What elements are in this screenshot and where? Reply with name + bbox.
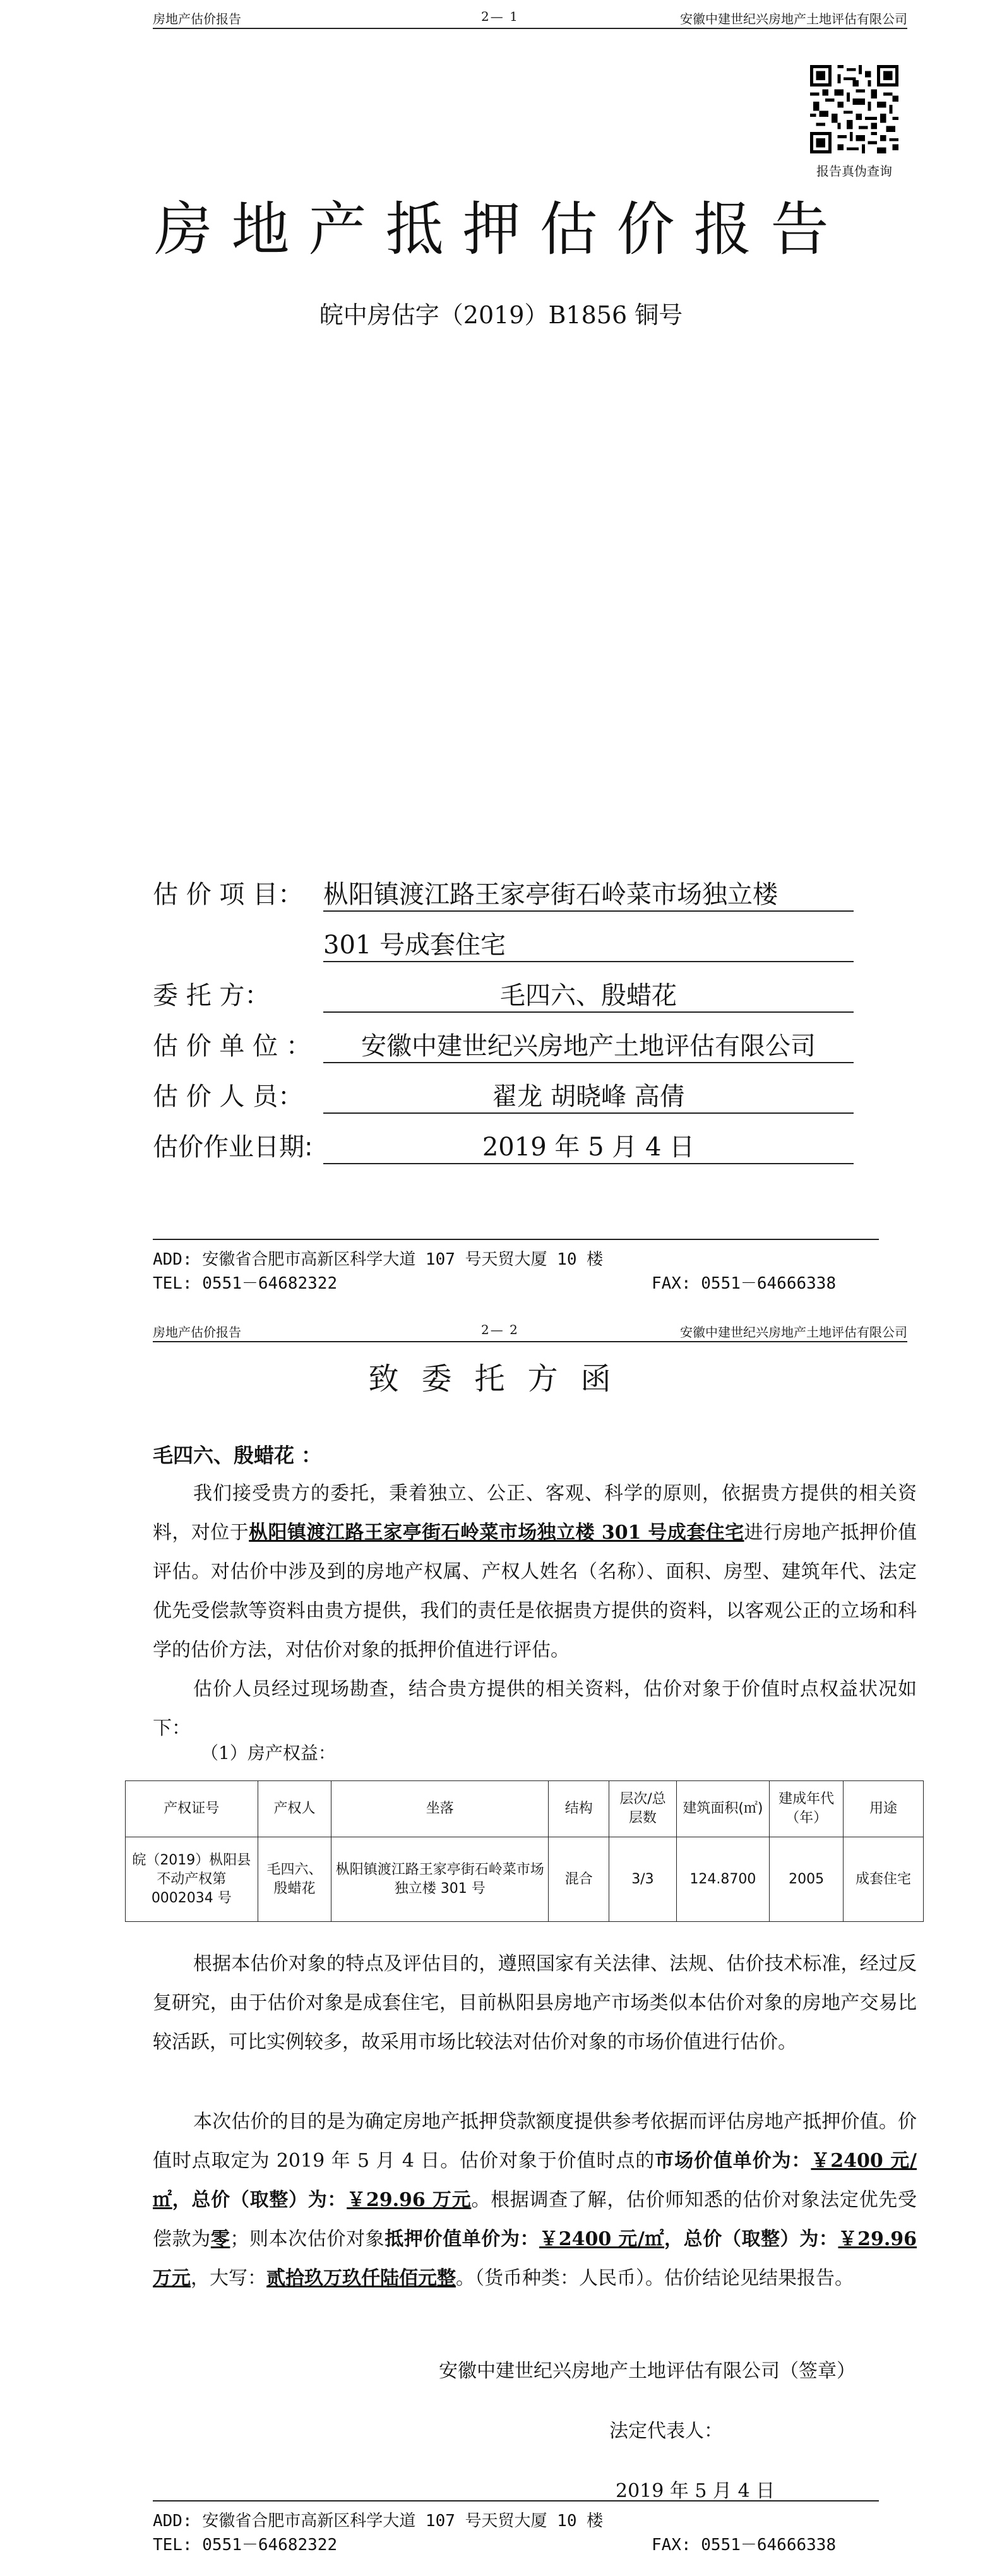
- text-bold: ，总价（取整）为：: [664, 2228, 838, 2250]
- text-run: ；则本次估价对象: [230, 2228, 385, 2250]
- text-run: 。（货币种类：人民币）。估价结论见结果报告。: [456, 2267, 854, 2289]
- field-value: 翟龙 胡晓峰 高倩: [323, 1076, 854, 1114]
- signature-representative: 法定代表人：: [609, 2420, 723, 2442]
- paragraph-2: 估价人员经过现场勘查，结合贵方提供的相关资料，估价对象于价值时点权益状况如下：: [153, 1678, 917, 1739]
- amount-in-words: 贰拾玖万玖仟陆佰元整: [266, 2267, 456, 2289]
- document-number: 皖中房估字（2019）B1856 铜号: [319, 301, 683, 329]
- table-cell: 124.8700: [676, 1837, 770, 1922]
- page-2: [0, 1313, 1002, 2576]
- footer-fax: FAX: 0551－64666338: [652, 2536, 837, 2555]
- field-label: 估 价 人 员：: [153, 1082, 304, 1111]
- footer-rule: [153, 1239, 879, 1240]
- paragraph-1: [153, 1474, 917, 1670]
- footer-tel: TEL: 0551－64682322: [153, 2536, 338, 2555]
- table-header: 层次/总层数: [609, 1781, 676, 1837]
- table-header: 用途: [843, 1781, 923, 1837]
- signature-date: 2019 年 5 月 4 日: [616, 2480, 775, 2502]
- subheading-rights: （1）房产权益：: [201, 1743, 336, 1763]
- table-header: 建成年代（年）: [770, 1781, 844, 1837]
- property-address: 枞阳镇渡江路王家亭街石岭菜市场独立楼 301 号成套住宅: [249, 1522, 744, 1544]
- footer-address: ADD: 安徽省合肥市高新区科学大道 107 号天贸大厦 10 楼: [153, 1250, 604, 1269]
- field-value: 安徽中建世纪兴房地产土地评估有限公司: [323, 1026, 854, 1063]
- footer-rule: [153, 2500, 879, 2501]
- header-right: 安徽中建世纪兴房地产土地评估有限公司: [680, 11, 907, 27]
- text-bold: 市场价值单价为：: [655, 2150, 811, 2172]
- report-title: 房地产抵押估价报告: [154, 196, 848, 263]
- letter-addressee: 毛四六、殷蜡花 ：: [153, 1443, 322, 1467]
- letter-title: 致委托方函: [368, 1361, 634, 1397]
- text-run: 。根据调查了解，估价师知悉的估价对象法定优先受偿款为: [153, 2189, 917, 2250]
- field-label: 委 托 方：: [153, 981, 270, 1010]
- table-cell: 2005: [770, 1837, 844, 1922]
- table-header: 产权证号: [126, 1781, 258, 1837]
- mortgage-unit-price: ￥2400 元/㎡: [539, 2228, 665, 2250]
- footer-fax: FAX: 0551－64666338: [652, 1274, 837, 1293]
- field-value-cont: 301 号成套住宅: [323, 925, 854, 962]
- table-cell: 皖（2019）枞阳县不动产权第 0002034 号: [126, 1837, 258, 1922]
- header-right: 安徽中建世纪兴房地产土地评估有限公司: [680, 1325, 907, 1340]
- paragraph-4: [153, 2102, 917, 2298]
- text-run: 本次估价的目的是为确定房地产抵押贷款额度提供参考依据而评估房地产抵押价值。价值时点取定为 2019 年 5 月 4 日。估价对象于价值时点的: [153, 2111, 917, 2172]
- table-cell: 成套住宅: [843, 1837, 923, 1922]
- mortgage-total-price: ￥29.96 万元: [153, 2228, 917, 2289]
- page-header: [153, 6, 907, 29]
- field-label: 估 价 项 目：: [153, 880, 304, 909]
- text-run: ，大写：: [191, 2267, 266, 2289]
- table-cell: 混合: [549, 1837, 609, 1922]
- qr-caption: 报告真伪查询: [816, 164, 892, 179]
- table-header: 建筑面积(㎡): [676, 1781, 770, 1837]
- footer-tel: TEL: 0551－64682322: [153, 1274, 338, 1293]
- field-label: 估价作业日期:: [153, 1133, 313, 1162]
- qr-code-icon[interactable]: [810, 65, 898, 153]
- paragraph-3: 根据本估价对象的特点及评估目的，遵照国家有关法律、法规、估价技术标准，经过反复研究，由于估价对象是成套住宅，目前枞阳县房地产市场类似本估价对象的房地产交易比较活跃，可比实例较多，故采用市场比较法对估价对象的市场价值进行估价。: [153, 1953, 917, 2053]
- text-run: 进行房地产抵押价值评估。对估价中涉及到的房地产权属、产权人姓名（名称）、面积、房型、建筑年代、法定优先受偿款等资料由贵方提供，我们的责任是依据贵方提供的资料，以客观公正的立场和科学的估价方法，对估价对象的抵押价值进行评估。: [153, 1522, 917, 1661]
- text-bold: 抵押价值单价为：: [385, 2228, 540, 2250]
- signature-company: 安徽中建世纪兴房地产土地评估有限公司（签章）: [439, 2360, 856, 2382]
- field-label: 估 价 单 位 ：: [153, 1032, 311, 1061]
- table-header-row: [126, 1781, 924, 1837]
- priority-claim: 零: [210, 2228, 230, 2250]
- text-run: 我们接受贵方的委托，秉着独立、公正、客观、科学的原则，依据贵方提供的相关资料，对位于: [153, 1482, 917, 1544]
- rights-table: [125, 1780, 924, 1922]
- table-header: 坐落: [331, 1781, 549, 1837]
- header-left: 房地产估价报告: [153, 11, 241, 27]
- field-value: 毛四六、殷蜡花: [323, 975, 854, 1013]
- header-page-number: 2— 1: [481, 9, 519, 24]
- table-header: 产权人: [258, 1781, 331, 1837]
- page-header: [153, 1320, 907, 1342]
- header-left: 房地产估价报告: [153, 1325, 241, 1340]
- market-total-price: ￥29.96 万元: [347, 2189, 472, 2211]
- footer-address: ADD: 安徽省合肥市高新区科学大道 107 号天贸大厦 10 楼: [153, 2512, 604, 2531]
- market-unit-price: ￥2400 元/㎡: [153, 2150, 917, 2211]
- table-header: 结构: [549, 1781, 609, 1837]
- field-value: 枞阳镇渡江路王家亭街石岭菜市场独立楼: [323, 874, 854, 912]
- table-cell: 枞阳镇渡江路王家亭街石岭菜市场独立楼 301 号: [331, 1837, 549, 1922]
- header-page-number: 2— 2: [481, 1322, 519, 1337]
- field-value: 2019 年 5 月 4 日: [323, 1127, 854, 1164]
- table-cell: 3/3: [609, 1837, 676, 1922]
- table-row: [126, 1837, 924, 1922]
- table-cell: 毛四六、殷蜡花: [258, 1837, 331, 1922]
- text-bold: ，总价（取整）为：: [172, 2189, 347, 2211]
